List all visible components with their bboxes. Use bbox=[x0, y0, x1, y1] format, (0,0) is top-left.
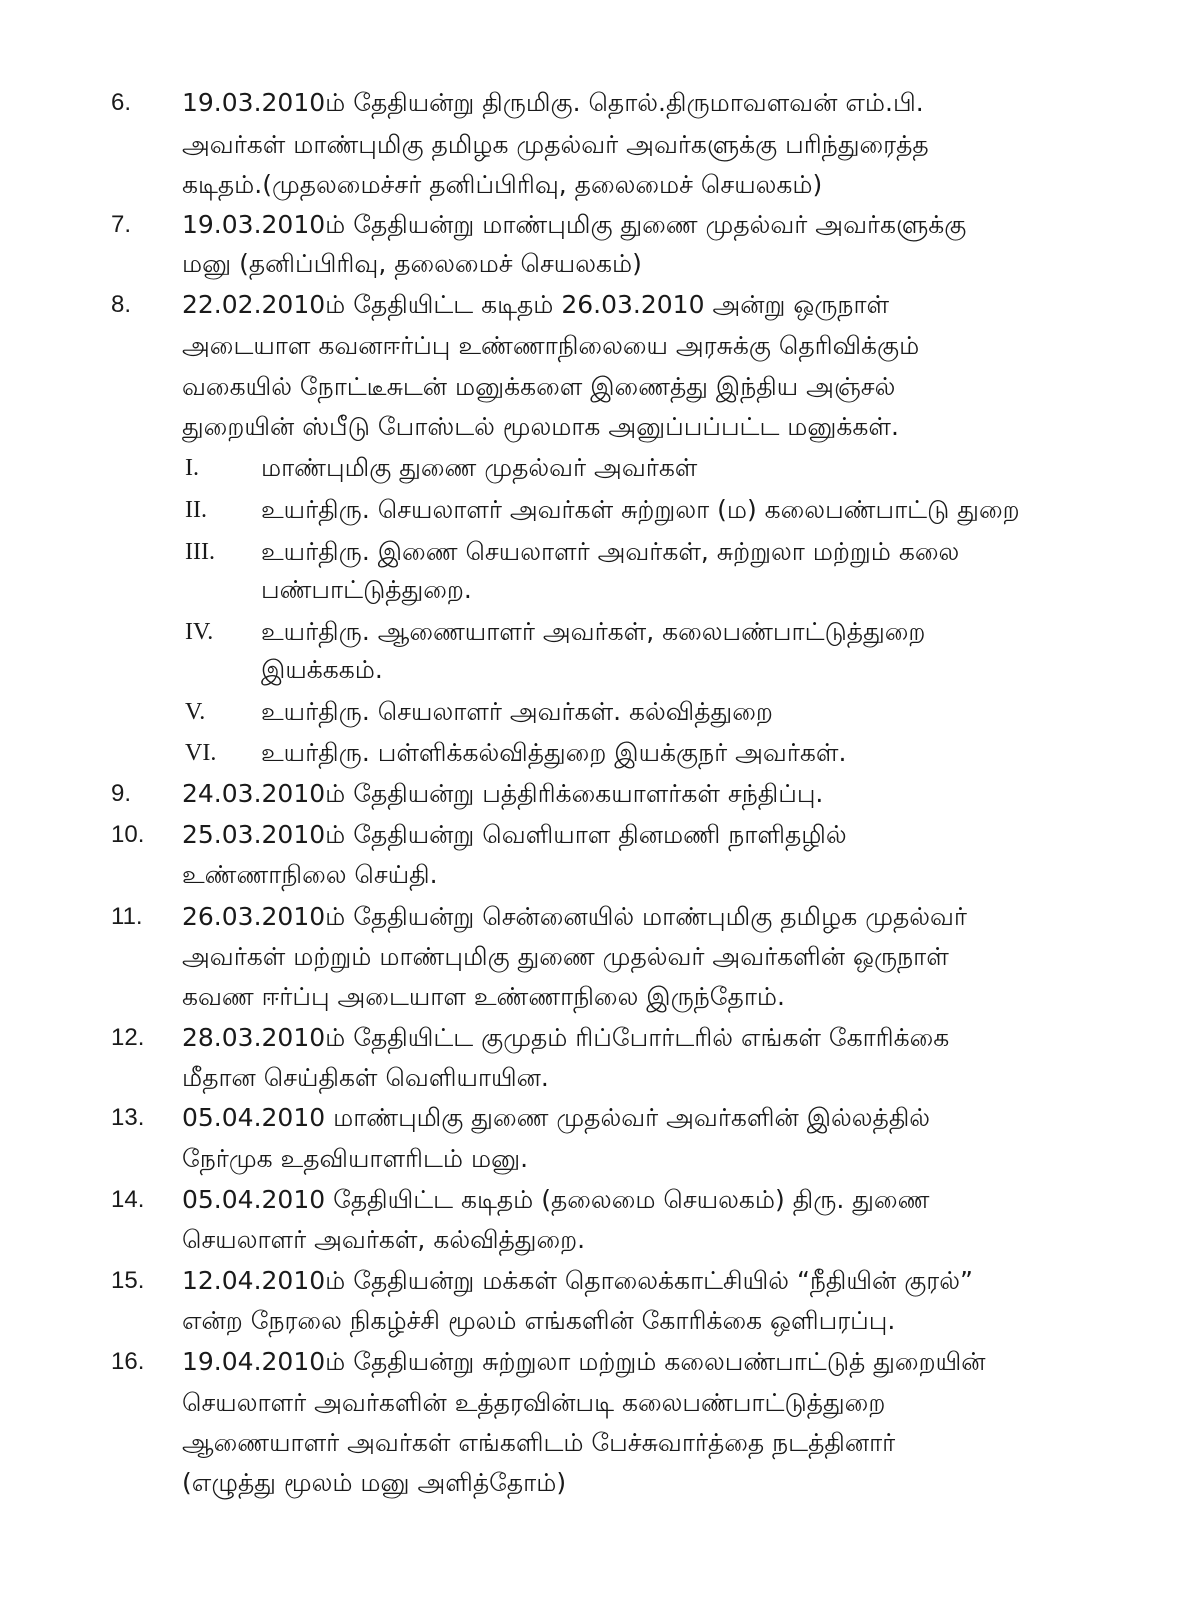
item-text-line: செயலாளர் அவர்களின் உத்தரவின்படி கலைபண்பாட்டுத்துறை bbox=[182, 1388, 886, 1417]
item-text-line: 24.03.2010ம் தேதியன்று பத்திரிக்கையாளர்கள் சந்திப்பு. bbox=[182, 779, 824, 808]
subitem-number: VI. bbox=[185, 740, 217, 766]
item-text-line: 12.04.2010ம் தேதியன்று மக்கள் தொலைக்காட்சியில் “நீதியின் குரல்” bbox=[182, 1266, 973, 1295]
subitem-text-line: இயக்ககம். bbox=[261, 655, 383, 684]
item-text-line: மனு (தனிப்பிரிவு, தலைமைச் செயலகம்) bbox=[182, 249, 642, 278]
item-number: 12. bbox=[111, 1024, 145, 1051]
item-text-line: வகையில் நோட்டீசுடன் மனுக்களை இணைத்து இந்திய அஞ்சல் bbox=[182, 372, 896, 401]
item-text-line: அவர்கள் மற்றும் மாண்புமிகு துணை முதல்வர் அவர்களின் ஒருநாள் bbox=[182, 942, 949, 971]
item-text-line: 25.03.2010ம் தேதியன்று வெளியாள தினமணி நாளிதழில் bbox=[182, 820, 847, 849]
item-text-line: 28.03.2010ம் தேதியிட்ட குமுதம் ரிப்போர்டரில் எங்கள் கோரிக்கை bbox=[182, 1023, 950, 1052]
item-text-line: 22.02.2010ம் தேதியிட்ட கடிதம் 26.03.2010 அன்று ஒருநாள் bbox=[182, 290, 890, 319]
subitem-number: II. bbox=[185, 497, 207, 523]
subitem-text-line: உயர்திரு. இணை செயலாளர் அவர்கள், சுற்றுலா மற்றும் கலை bbox=[261, 537, 960, 566]
item-text-line: கடிதம்.(முதலமைச்சர் தனிப்பிரிவு, தலைமைச் செயலகம்) bbox=[182, 170, 823, 199]
item-text-line: என்ற நேரலை நிகழ்ச்சி மூலம் எங்களின் கோரிக்கை ஒளிபரப்பு. bbox=[182, 1306, 896, 1335]
item-number: 16. bbox=[111, 1348, 145, 1375]
item-text-line: துறையின் ஸ்பீடு போஸ்டல் மூலமாக அனுப்பப்பட்ட மனுக்கள். bbox=[182, 412, 899, 441]
item-number: 9. bbox=[111, 780, 132, 807]
item-text-line: நேர்முக உதவியாளரிடம் மனு. bbox=[182, 1144, 529, 1173]
item-number: 11. bbox=[111, 903, 143, 930]
subitem-text-line: பண்பாட்டுத்துறை. bbox=[261, 575, 472, 604]
item-number: 13. bbox=[111, 1104, 145, 1131]
subitem-text-line: மாண்புமிகு துணை முதல்வர் அவர்கள் bbox=[261, 453, 698, 482]
item-text-line: 19.03.2010ம் தேதியன்று திருமிகு. தொல்.திருமாவளவன் எம்.பி. bbox=[182, 88, 924, 117]
item-text-line: (எழுத்து மூலம் மனு அளித்தோம்) bbox=[182, 1468, 567, 1497]
item-number: 8. bbox=[111, 291, 132, 318]
item-text-line: 05.04.2010 தேதியிட்ட கடிதம் (தலைமை செயலகம்) திரு. துணை bbox=[182, 1185, 930, 1214]
subitem-text-line: உயர்திரு. ஆணையாளர் அவர்கள், கலைபண்பாட்டுத்துறை bbox=[261, 617, 926, 646]
subitem-text-line: உயர்திரு. பள்ளிக்கல்வித்துறை இயக்குநர் அவர்கள். bbox=[261, 738, 847, 767]
item-number: 14. bbox=[111, 1186, 145, 1213]
item-text-line: 19.04.2010ம் தேதியன்று சுற்றுலா மற்றும் கலைபண்பாட்டுத் துறையின் bbox=[182, 1347, 986, 1376]
item-text-line: செயலாளர் அவர்கள், கல்வித்துறை. bbox=[182, 1225, 586, 1254]
subitem-number: IV. bbox=[185, 619, 214, 645]
item-number: 6. bbox=[111, 89, 132, 116]
item-text-line: 26.03.2010ம் தேதியன்று சென்னையில் மாண்புமிகு தமிழக முதல்வர் bbox=[182, 902, 967, 931]
item-number: 7. bbox=[111, 211, 132, 238]
item-text-line: மீதான செய்திகள் வெளியாயின. bbox=[182, 1063, 549, 1092]
item-number: 10. bbox=[111, 821, 145, 848]
subitem-number: III. bbox=[185, 539, 215, 565]
item-text-line: உண்ணாநிலை செய்தி. bbox=[182, 860, 438, 889]
item-text-line: அடையாள கவனஈர்ப்பு உண்ணாநிலையை அரசுக்கு தெரிவிக்கும் bbox=[182, 331, 920, 360]
item-text-line: 05.04.2010 மாண்புமிகு துணை முதல்வர் அவர்களின் இல்லத்தில் bbox=[182, 1103, 931, 1132]
subitem-text-line: உயர்திரு. செயலாளர் அவர்கள் சுற்றுலா (ம) கலைபண்பாட்டு துறை bbox=[261, 495, 1020, 524]
item-text-line: 19.03.2010ம் தேதியன்று மாண்புமிகு துணை முதல்வர் அவர்களுக்கு bbox=[182, 210, 967, 239]
subitem-number: V. bbox=[185, 699, 206, 725]
item-text-line: ஆணையாளர் அவர்கள் எங்களிடம் பேச்சுவார்த்தை நடத்தினார் bbox=[182, 1428, 896, 1457]
item-number: 15. bbox=[111, 1267, 145, 1294]
subitem-number: I. bbox=[185, 455, 199, 481]
subitem-text-line: உயர்திரு. செயலாளர் அவர்கள். கல்வித்துறை bbox=[261, 697, 773, 726]
item-text-line: கவண ஈர்ப்பு அடையாள உண்ணாநிலை இருந்தோம். bbox=[182, 982, 785, 1011]
item-text-line: அவர்கள் மாண்புமிகு தமிழக முதல்வர் அவர்களுக்கு பரிந்துரைத்த bbox=[182, 130, 929, 159]
